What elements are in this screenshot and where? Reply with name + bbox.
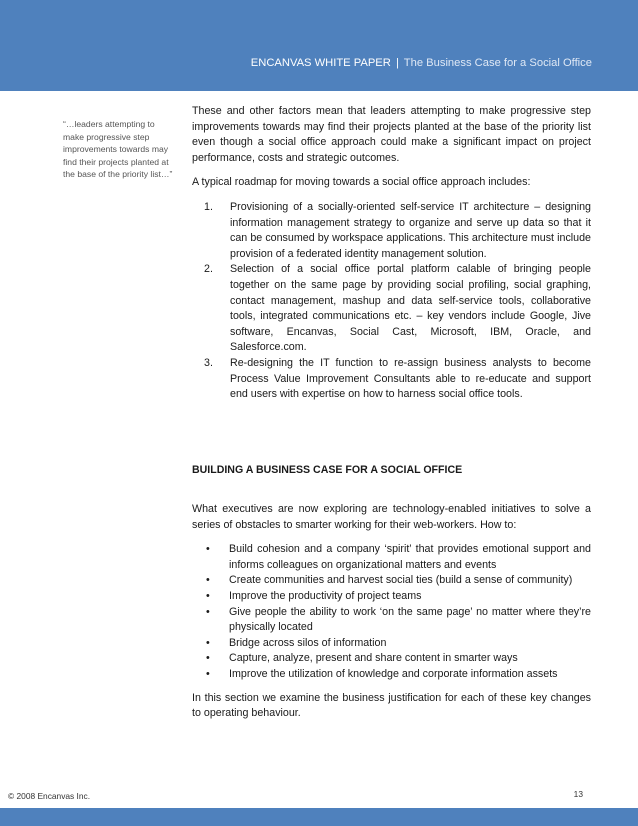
list-item-text: Give people the ability to work ‘on the same page’ no matter where they’re physically located bbox=[229, 605, 591, 634]
bullet-icon: • bbox=[206, 574, 210, 587]
list-item bbox=[204, 573, 591, 589]
main-column bbox=[192, 104, 591, 403]
list-item-text: Bridge across silos of information bbox=[229, 636, 387, 649]
bullet-icon: • bbox=[206, 652, 210, 665]
closing-paragraph: In this section we examine the business justification for each of these key changes to operating behaviour. bbox=[192, 691, 591, 720]
roadmap-item-text: Selection of a social office portal platform calable of bringing people together on the same page by providing social profiling, social graphing, contact management, mashup and data self-service tools, collaborative tools, integrated communications etc. – key vendors include Google, Jive software, Encanvas, Social Cast, Microsoft, IBM, Oracle, and Salesforce.com. bbox=[230, 263, 591, 354]
pull-quote: “…leaders attempting to make progressive step improvements towards may find their projects planted at the base of the priority list…” bbox=[63, 119, 173, 180]
bullet-icon: • bbox=[206, 667, 210, 680]
list-item bbox=[204, 605, 591, 636]
list-item bbox=[204, 651, 591, 667]
obstacle-list bbox=[204, 542, 591, 682]
roadmap-lead: A typical roadmap for moving towards a social office approach includes: bbox=[192, 176, 531, 189]
bullet-icon: • bbox=[206, 589, 210, 602]
bullet-icon: • bbox=[206, 543, 210, 556]
section-body bbox=[192, 502, 591, 722]
roadmap-item bbox=[204, 262, 591, 356]
roadmap-item bbox=[204, 200, 591, 262]
roadmap-item-number: 3. bbox=[204, 356, 213, 369]
page-number: 13 bbox=[573, 789, 583, 799]
list-item bbox=[204, 636, 591, 652]
executives-paragraph: What executives are now exploring are technology-enabled initiatives to solve a series of obstacles to smarter working for their web-workers. How to: bbox=[192, 503, 591, 531]
header-brand: ENCANVAS WHITE PAPER bbox=[250, 57, 391, 69]
roadmap-item-text: Re-designing the IT function to re-assign business analysts to become Process Value Improvement Consultants able to re-educate and support end users with expertise on how to harness social office tools. bbox=[230, 356, 591, 401]
list-item-text: Improve the utilization of knowledge and corporate information assets bbox=[229, 667, 558, 680]
list-item-text: Create communities and harvest social ties (build a sense of community) bbox=[229, 574, 573, 587]
running-header bbox=[251, 57, 592, 69]
header-subtitle: The Business Case for a Social Office bbox=[403, 57, 592, 69]
list-item bbox=[204, 542, 591, 573]
bullet-icon: • bbox=[206, 636, 210, 649]
copyright-notice: © 2008 Encanvas Inc. bbox=[8, 791, 91, 801]
roadmap-list bbox=[204, 200, 591, 403]
roadmap-item-text: Provisioning of a socially-oriented self-service IT architecture – designing information management strategy to organize and serve up data so that it can be consumed by workspace applications. This architecture must include provision of a federated identity management solution. bbox=[230, 200, 591, 260]
list-item-text: Capture, analyze, present and share content in smarter ways bbox=[229, 652, 518, 665]
list-item bbox=[204, 667, 591, 683]
header-band bbox=[0, 0, 638, 91]
roadmap-item bbox=[204, 356, 591, 403]
header-separator: | bbox=[395, 57, 399, 69]
list-item-text: Improve the productivity of project teams bbox=[229, 589, 422, 602]
list-item bbox=[204, 589, 591, 605]
bullet-icon: • bbox=[206, 605, 210, 618]
intro-paragraph: These and other factors mean that leaders attempting to make progressive step improvements towards may find their projects planted at the base of the priority list even though a social office approach could make a significant impact on project performance, costs and strategic outcomes. bbox=[192, 105, 591, 164]
section-heading: BUILDING A BUSINESS CASE FOR A SOCIAL OFFICE bbox=[192, 464, 463, 476]
roadmap-item-number: 1. bbox=[204, 200, 213, 213]
footer-band bbox=[0, 808, 638, 826]
list-item-text: Build cohesion and a company ‘spirit’ that provides emotional support and informs colleagues on organizational matters and events bbox=[229, 543, 591, 571]
roadmap-item-number: 2. bbox=[204, 263, 213, 276]
